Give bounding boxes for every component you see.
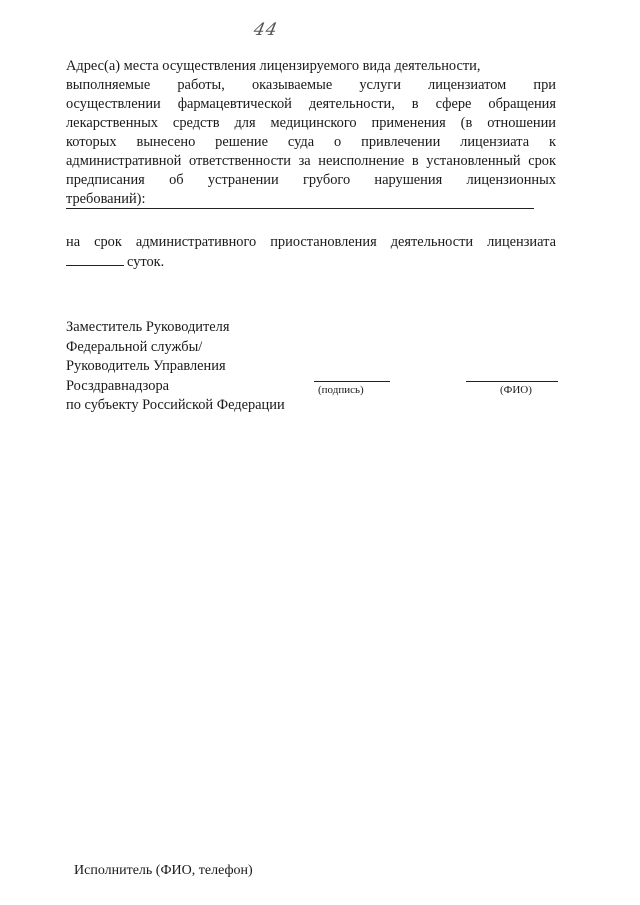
paragraph-line: требований): xyxy=(66,191,146,207)
paragraph-line: Адрес(а) места осуществления лицензируемого вида деятельности, xyxy=(66,58,481,74)
suspension-term-paragraph xyxy=(66,232,556,272)
page-number: 44 xyxy=(251,20,280,40)
signatory-line: Заместитель Руководителя xyxy=(66,319,230,335)
signature-line xyxy=(314,381,390,382)
name-line xyxy=(466,381,558,382)
paragraph-line: осуществлении фармацевтической деятельности, в сфере обращения xyxy=(66,96,556,112)
paragraph-line: предписания об устранении грубого нарушения лицензионных xyxy=(66,172,556,188)
signatory-line: Руководитель Управления Росздравнадзора xyxy=(66,358,226,394)
signatory-line: Федеральной службы/ xyxy=(66,338,203,355)
paragraph-line: выполняемые работы, оказываемые услуги лицензиатом при xyxy=(66,77,556,93)
signature-caption: (подпись) xyxy=(318,384,364,396)
term-line: на срок административного приостановления деятельности лицензиата xyxy=(66,234,556,250)
paragraph-line: административной ответственности за неисполнение в установленный срок xyxy=(66,153,556,169)
paragraph-line: которых вынесено решение суда о привлечении лицензиата к xyxy=(66,134,556,150)
executor-note: Исполнитель (ФИО, телефон) xyxy=(74,863,253,878)
days-blank-line xyxy=(66,265,124,266)
term-line-2 xyxy=(66,252,556,272)
signatory-line: по субъекту Российской Федерации xyxy=(66,397,285,413)
name-caption: (ФИО) xyxy=(500,384,532,396)
paragraph-line: лекарственных средств для медицинского применения (в отношении xyxy=(66,115,556,131)
address-fill-line xyxy=(66,208,534,209)
address-paragraph xyxy=(66,57,556,209)
days-unit: суток. xyxy=(127,254,165,270)
signatory-title xyxy=(66,318,326,416)
